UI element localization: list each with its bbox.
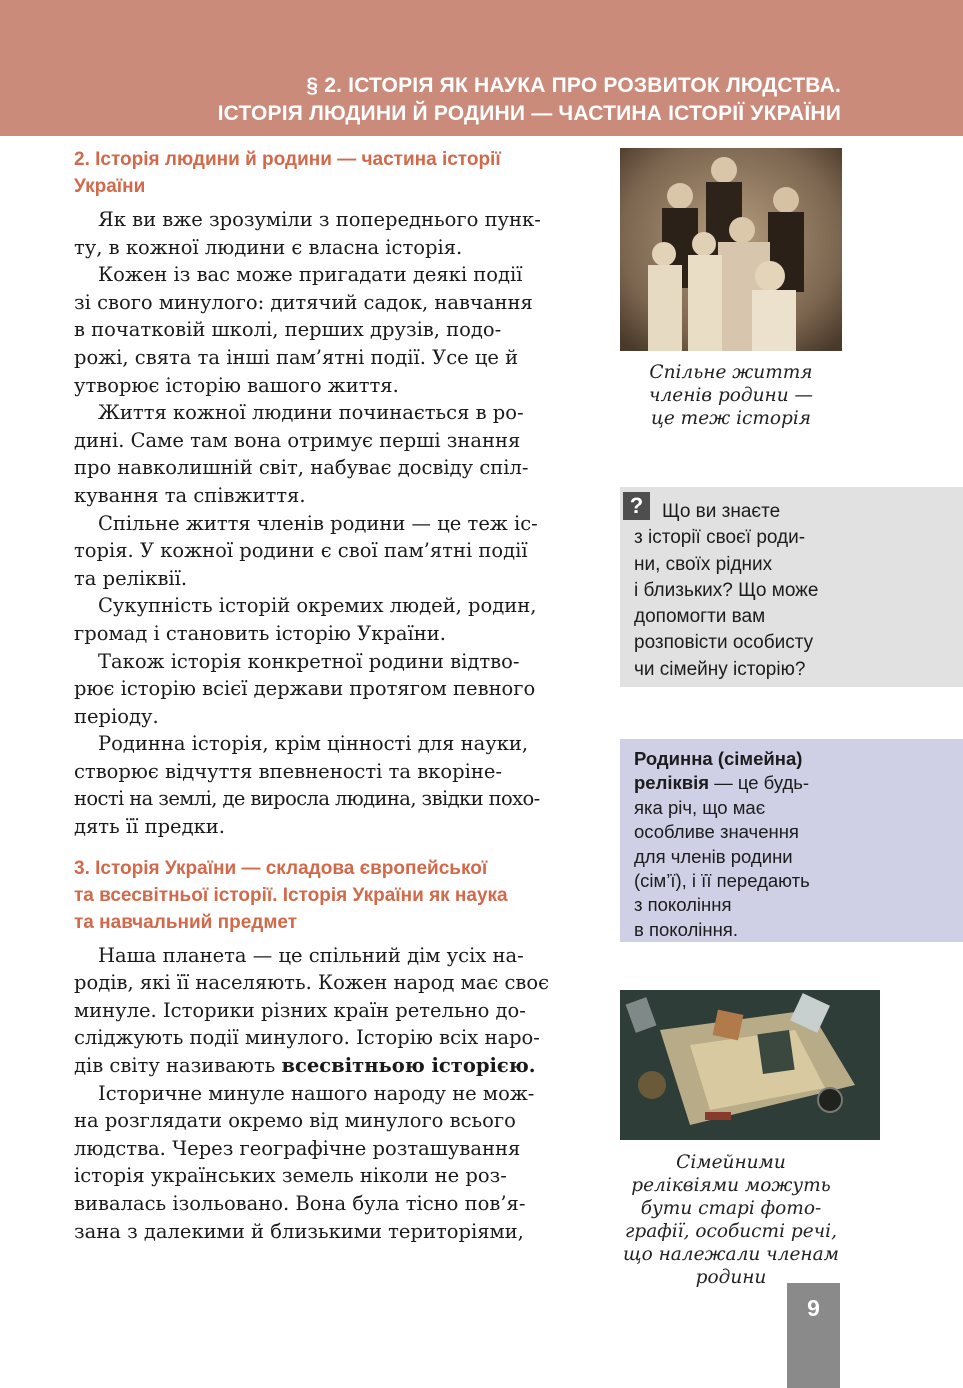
text-line: минуле. Історики різних країн ретельно до- — [74, 998, 526, 1022]
definition-fragment: — це будь- — [709, 772, 810, 794]
section-2-heading-line: 2. Історія людини й родини — частина історії — [74, 149, 501, 170]
text-line: Родинна історія, крім цінності для науки, — [98, 732, 529, 756]
section-3-heading-line: та всесвітньої історії. Історія України як наука — [74, 884, 508, 906]
paragraph — [74, 261, 589, 399]
definition-line: яка річ, що має — [634, 796, 766, 818]
text-line: та реліквії. — [74, 566, 188, 590]
question-line: Що ви знаєте — [662, 501, 781, 522]
family-photo-caption — [620, 361, 842, 430]
section-3-heading — [74, 855, 589, 936]
question-line: розповісти особисту — [634, 632, 814, 654]
paragraph — [74, 399, 589, 509]
caption-line: бути старі фото- — [640, 1198, 822, 1219]
text-line: зана з далекими й близькими територіями, — [74, 1219, 524, 1243]
definition-line: особливе значення — [634, 821, 799, 843]
question-text — [634, 499, 818, 683]
caption-line: це теж історія — [650, 408, 812, 429]
relics-photo-caption — [620, 1151, 842, 1289]
caption-line: графії, особисті речі, — [625, 1221, 837, 1242]
text-line: вивалась ізольовано. Вона була тісно пов’я- — [74, 1192, 526, 1215]
text-line: громад і становить історію України. — [74, 621, 446, 645]
relics-photo-image — [620, 990, 880, 1140]
text-line: рює історію всієї держави протягом певного — [74, 677, 536, 701]
definition-line: для членів родини — [634, 845, 793, 867]
section-2-heading — [74, 146, 589, 200]
text-line: Також історія конкретної родини відтво- — [98, 649, 520, 673]
text-line: ту, в кожної людини є власна історія. — [74, 235, 463, 259]
text-line: Кожен із вас може пригадати деякі події — [98, 263, 523, 287]
question-mark-icon: ? — [623, 492, 650, 520]
text-line: дині. Саме там вона отримує перші знання — [74, 428, 521, 452]
definition-term: реліквія — [634, 772, 710, 794]
question-box — [620, 487, 963, 687]
text-line: історія українських земель ніколи не роз- — [74, 1164, 507, 1188]
definition-text — [634, 747, 810, 942]
text-line: людства. Через географічне розташування — [74, 1136, 521, 1160]
bold-term: всесвітньою історією. — [281, 1054, 536, 1078]
text-line: на розглядати окремо від минулого всього — [74, 1109, 516, 1133]
caption-line: Сімейними — [676, 1152, 786, 1173]
question-line: допомогти вам — [634, 606, 766, 628]
text-line: ності на землі, де виросла людина, звідки похо- — [74, 787, 540, 811]
definition-box — [620, 739, 963, 942]
definition-line — [634, 747, 810, 771]
definition-line: в покоління. — [634, 918, 738, 940]
paragraph — [74, 206, 589, 261]
text-line: створює відчуття впевненості та вкоріне- — [74, 759, 502, 783]
definition-line: (сім’ї), і її передають — [634, 870, 810, 892]
text-line: торія. У кожної родини є свої пам’ятні події — [74, 539, 528, 563]
text-line: родів, які її населяють. Кожен народ має своє — [74, 971, 550, 995]
text-line: Наша планета — це спільний дім усіх на- — [98, 943, 524, 967]
main-text-column — [74, 146, 589, 1245]
text-line: Як ви вже зрозуміли з попереднього пунк- — [98, 208, 541, 231]
text-line: про навколишній світ, набуває досвіду спіл- — [74, 456, 529, 480]
text-line: сліджують події минулого. Історію всіх наро- — [74, 1026, 540, 1050]
text-line: періоду. — [74, 704, 159, 728]
text-line: Життя кожної людини починається в ро- — [98, 401, 524, 425]
relics-photo — [620, 990, 880, 1140]
text-line: дять її предки. — [74, 815, 225, 839]
text-line: в початковій школі, перших друзів, подо- — [74, 318, 502, 342]
caption-line: членів родини — — [648, 385, 814, 406]
text-line: зі свого минулого: дитячий садок, навчання — [74, 290, 533, 314]
text-line: Спільне життя членів родини — це теж іс- — [98, 511, 538, 535]
caption-line: родини — [695, 1267, 767, 1288]
section-2-heading-line: України — [74, 176, 146, 197]
caption-line: що належали членам — [623, 1244, 839, 1265]
family-photo-image — [620, 148, 842, 351]
text-line: утворює історію вашого життя. — [74, 373, 399, 397]
chapter-title — [218, 72, 841, 128]
text-line: Сукупність історій окремих людей, родин, — [98, 594, 537, 618]
family-photo — [620, 148, 842, 351]
text-line: Історичне минуле нашого народу не мож- — [98, 1081, 535, 1105]
paragraph — [74, 648, 589, 731]
page-number: 9 — [787, 1283, 840, 1388]
paragraph — [74, 510, 589, 593]
definition-line: з покоління — [634, 894, 732, 916]
chapter-title-line-2: ІСТОРІЯ ЛЮДИНИ Й РОДИНИ — ЧАСТИНА ІСТОРІЇ УКРАЇНИ — [217, 102, 841, 125]
text-fragment: дів світу називають — [74, 1054, 282, 1078]
paragraph — [74, 592, 589, 647]
text-line: рожі, свята та інші пам’ятні події. Усе це й — [74, 345, 519, 369]
paragraph — [74, 730, 589, 840]
question-line: з історії своєї роди- — [634, 527, 806, 549]
definition-line — [634, 771, 810, 795]
section-3-heading-line: та навчальний предмет — [74, 911, 297, 933]
chapter-title-line-1: § 2. ІСТОРІЯ ЯК НАУКА ПРО РОЗВИТОК ЛЮДСТВА. — [306, 74, 841, 97]
question-line: ни, своїх рідних — [634, 553, 773, 575]
question-line: і близьких? Що може — [634, 579, 819, 601]
text-line: кування та співжиття. — [74, 483, 306, 507]
caption-line: реліквіями можуть — [631, 1175, 831, 1196]
caption-line: Спільне життя — [649, 362, 813, 383]
section-3-heading-line: 3. Історія України — складова європейської — [74, 857, 488, 879]
text-line — [74, 1052, 589, 1080]
paragraph — [74, 942, 589, 1080]
question-line: чи сімейну історію? — [634, 658, 806, 680]
chapter-header — [0, 0, 963, 136]
paragraph — [74, 1080, 589, 1246]
definition-term: Родинна (сімейна) — [634, 748, 803, 769]
